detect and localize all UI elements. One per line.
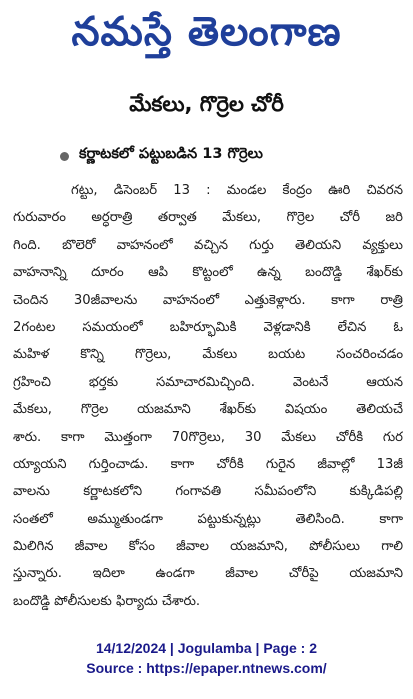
subhead-text: కర్ణాటకలో పట్టుబడిన 13 గొర్రెలు [79, 146, 263, 162]
article-headline: మేకలు, గొర్రెల చోరీ [129, 92, 284, 116]
body-line: వాలను కర్ణాటకలోని గంగావతి సమీపంలోని కుక్కిడిపల్లి [13, 484, 403, 500]
body-line: గురువారం అర్ధరాత్రి తర్వాత మేకలు, గొర్రెల చోరీ జరి [13, 210, 403, 226]
body-line: మేకలు, గొర్రెల యజమాని శేఖర్‌కు విషయం తెలియచే [13, 402, 403, 418]
body-line: గ్రహించి భర్తకు సమాచారమిచ్చింది. వెంటనే ఆయన [13, 374, 403, 390]
masthead-title: నమస్తే తెలంగాణ [71, 9, 342, 55]
edition-info: 14/12/2024 | Jogulamba | Page : 2 [95, 640, 318, 656]
source-link: Source : https://epaper.ntnews.com/ [86, 660, 327, 676]
body-line: బందొడ్డి పోలీసులకు ఫిర్యాదు చేశారు. [13, 593, 201, 609]
body-line: గింది. బొలెరో వాహనంలో వచ్చిన గుర్తు తెలియని వ్యక్తులు [13, 237, 403, 253]
article-body [13, 177, 403, 615]
newspaper-masthead [0, 0, 413, 74]
body-line: మిలిగిన జీవాల కోసం జీవాల యజమాని, పోలీసులు గాలి [13, 539, 403, 555]
bullet-icon [60, 152, 69, 161]
body-line: శారు. కాగా మొత్తంగా 70గొర్రెలు, 30 మేకలు చోరీకి గుర [13, 429, 403, 445]
body-line: య్యాయని గుర్తించాడు. కాగా చోరీకి గురైన జీవాల్లో 13జీ [13, 456, 403, 472]
body-line: వాహనాన్ని దూరం ఆపి కొట్టంలో ఉన్న బందొడ్డి శేఖర్‌కు [13, 265, 403, 281]
body-line: 2గంటల సమయంలో బహిర్భూమికి వెళ్లడానికి లేచిన ఓ [13, 319, 403, 335]
body-line: చెందిన 30జీవాలను వాహనంలో ఎత్తుకెళ్లారు. కాగా రాత్రి [13, 292, 403, 308]
article-subhead [60, 146, 400, 166]
source-footer [0, 638, 413, 678]
body-line: మహిళ కొన్ని గొర్రెలు, మేకలు బయట సంచరించడం [13, 347, 403, 363]
body-line: గట్టు, డిసెంబర్ 13 : మండల కేంద్రం ఊరి చివరన [71, 183, 403, 198]
body-line: స్తున్నారు. ఇదిలా ఉండగా జీవాల చోరీపై యజమాని [13, 566, 403, 582]
body-line: సంతలో అమ్ముతుండగా పట్టుకున్నట్లు తెలిసింది. కాగా [13, 511, 403, 527]
